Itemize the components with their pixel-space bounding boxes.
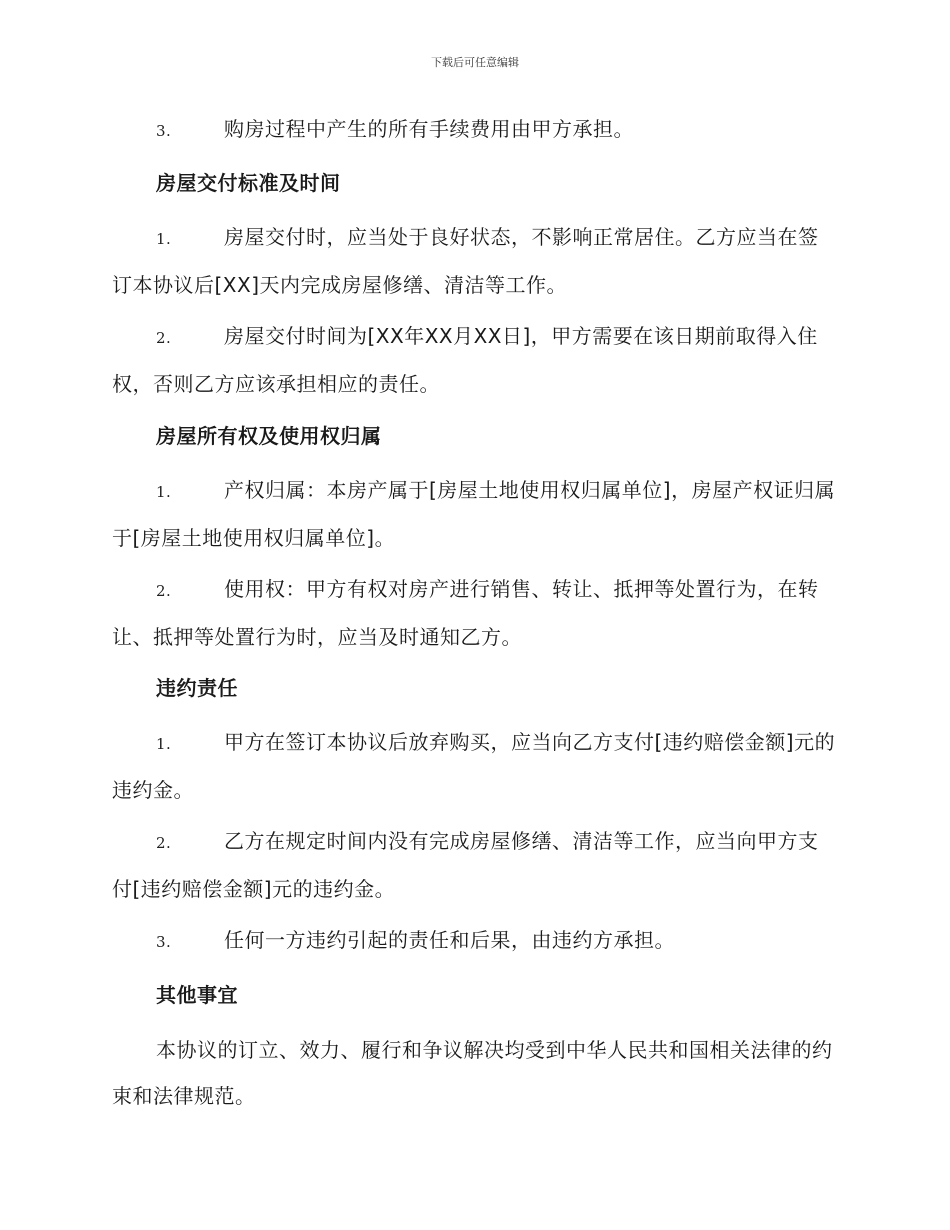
item-text: 任何一方违约引起的责任和后果，由违约方承担。: [224, 928, 675, 952]
list-item: [112, 566, 838, 660]
item-text: 甲方在签订本协议后放弃购买，应当向乙方支付[违约赔偿金额]元的违约金。: [112, 730, 836, 802]
list-item: [112, 917, 838, 965]
item-number: 1.: [156, 230, 172, 248]
item-text: 房屋交付时间为[XX年XX月XX日]，甲方需要在该日期前取得入住权，否则乙方应该承担相应的责任。: [112, 324, 818, 396]
item-number: 3.: [156, 122, 172, 140]
item-number: 1.: [156, 483, 172, 501]
item-number: 2.: [156, 834, 172, 852]
item-text: 使用权：甲方有权对房产进行销售、转让、抵押等处置行为，在转让、抵押等处置行为时，应当及时通知乙方。: [112, 577, 819, 649]
item-text: 房屋交付时，应当处于良好状态，不影响正常居住。乙方应当在签订本协议后[XX]天内完成房屋修缮、清洁等工作。: [112, 225, 819, 297]
section-heading: 其他事宜: [156, 983, 238, 1007]
section-heading: 房屋交付标准及时间: [156, 171, 341, 195]
item-number: 3.: [156, 933, 172, 951]
page-header: 下载后可任意编辑: [431, 56, 519, 69]
section-heading: 违约责任: [156, 676, 238, 700]
list-item: [112, 214, 838, 308]
list-item: [112, 106, 838, 154]
section-heading: 房屋所有权及使用权归属: [156, 424, 382, 448]
list-item: [112, 818, 838, 912]
list-item: [112, 313, 838, 407]
list-item: [112, 467, 838, 561]
item-number: 2.: [156, 329, 172, 347]
item-number: 1.: [156, 735, 172, 753]
list-item: [112, 719, 838, 813]
item-text: 购房过程中产生的所有手续费用由甲方承担。: [224, 117, 634, 141]
paragraph: 本协议的订立、效力、履行和争议解决均受到中华人民共和国相关法律的约束和法律规范。: [112, 1038, 833, 1108]
item-text: 产权归属：本房产属于[房屋土地使用权归属单位]，房屋产权证归属于[房屋土地使用权归属单位]。: [112, 478, 836, 550]
item-text: 乙方在规定时间内没有完成房屋修缮、清洁等工作，应当向甲方支付[违约赔偿金额]元的违约金。: [112, 829, 819, 901]
item-number: 2.: [156, 582, 172, 600]
